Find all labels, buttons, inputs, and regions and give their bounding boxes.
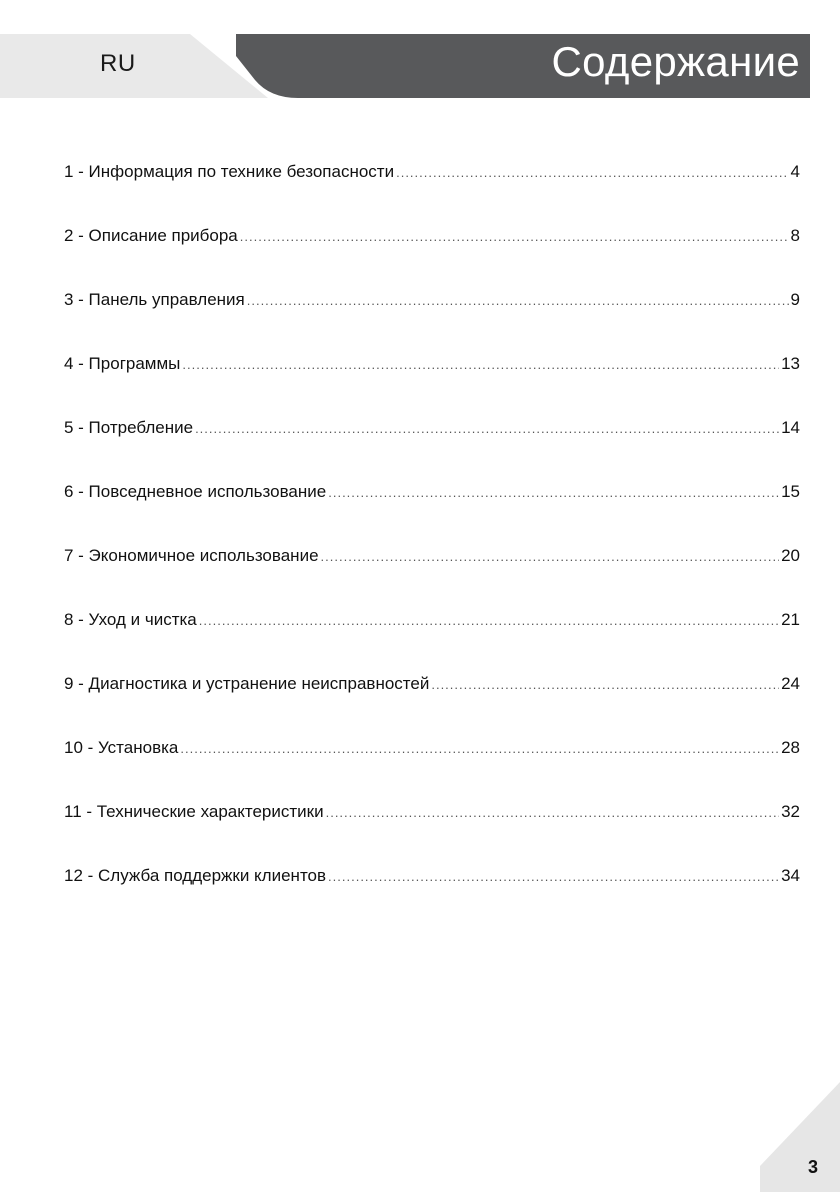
toc-entry[interactable] [64, 416, 800, 480]
toc-entry[interactable] [64, 352, 800, 416]
toc-entry-page: 28 [781, 738, 800, 757]
toc-entry-label: 9 - Диагностика и устранение неисправностей [64, 674, 430, 693]
toc-entry-page: 8 [790, 226, 800, 245]
toc-entry-page: 15 [781, 482, 800, 501]
toc-entry-label: 5 - Потребление [64, 418, 194, 437]
toc-entry[interactable] [64, 544, 800, 608]
language-code: RU [100, 50, 136, 77]
dot-leader [396, 161, 788, 185]
toc-entry-page: 32 [781, 802, 800, 821]
toc-entry[interactable] [64, 288, 800, 352]
toc-entry[interactable] [64, 608, 800, 672]
dot-leader [431, 673, 779, 697]
toc-entry-label: 3 - Панель управления [64, 290, 245, 309]
toc-entry[interactable] [64, 800, 800, 864]
toc-entry[interactable] [64, 864, 800, 928]
dot-leader [328, 865, 779, 889]
toc-entry-label: 2 - Описание прибора [64, 226, 238, 245]
page-number: 3 [807, 1157, 818, 1177]
toc-entry-label: 10 - Установка [64, 738, 179, 757]
toc-entry-page: 34 [781, 866, 800, 885]
corner-triangle [760, 1082, 840, 1192]
toc-entry-page: 21 [781, 610, 800, 629]
dot-leader [199, 609, 779, 633]
dot-leader [326, 801, 779, 825]
toc-entry[interactable] [64, 736, 800, 800]
dot-leader [328, 481, 779, 505]
toc-entry[interactable] [64, 160, 800, 224]
corner-decoration [760, 1082, 840, 1192]
toc-entry[interactable] [64, 224, 800, 288]
toc-entry-page: 14 [781, 418, 800, 437]
toc-entry-label: 11 - Технические характеристики [64, 802, 324, 821]
toc-entry-label: 8 - Уход и чистка [64, 610, 197, 629]
toc-entry-page: 9 [790, 290, 800, 309]
toc-entry-page: 24 [781, 674, 800, 693]
toc-entry-page: 13 [781, 354, 800, 373]
table-of-contents [64, 160, 800, 928]
dot-leader [240, 225, 789, 249]
toc-entry-label: 12 - Служба поддержки клиентов [64, 866, 327, 885]
dot-leader [321, 545, 780, 569]
toc-entry-label: 7 - Экономичное использование [64, 546, 319, 565]
toc-entry[interactable] [64, 672, 800, 736]
dot-leader [180, 737, 779, 761]
toc-entry-label: 4 - Программы [64, 354, 181, 373]
toc-entry-label: 1 - Информация по технике безопасности [64, 162, 395, 181]
page-title: Содержание [551, 38, 800, 85]
toc-entry[interactable] [64, 480, 800, 544]
toc-entry-page: 20 [781, 546, 800, 565]
dot-leader [195, 417, 779, 441]
dot-leader [247, 289, 789, 313]
toc-entry-page: 4 [790, 162, 800, 181]
toc-entry-label: 6 - Повседневное использование [64, 482, 327, 501]
dot-leader [182, 353, 779, 377]
